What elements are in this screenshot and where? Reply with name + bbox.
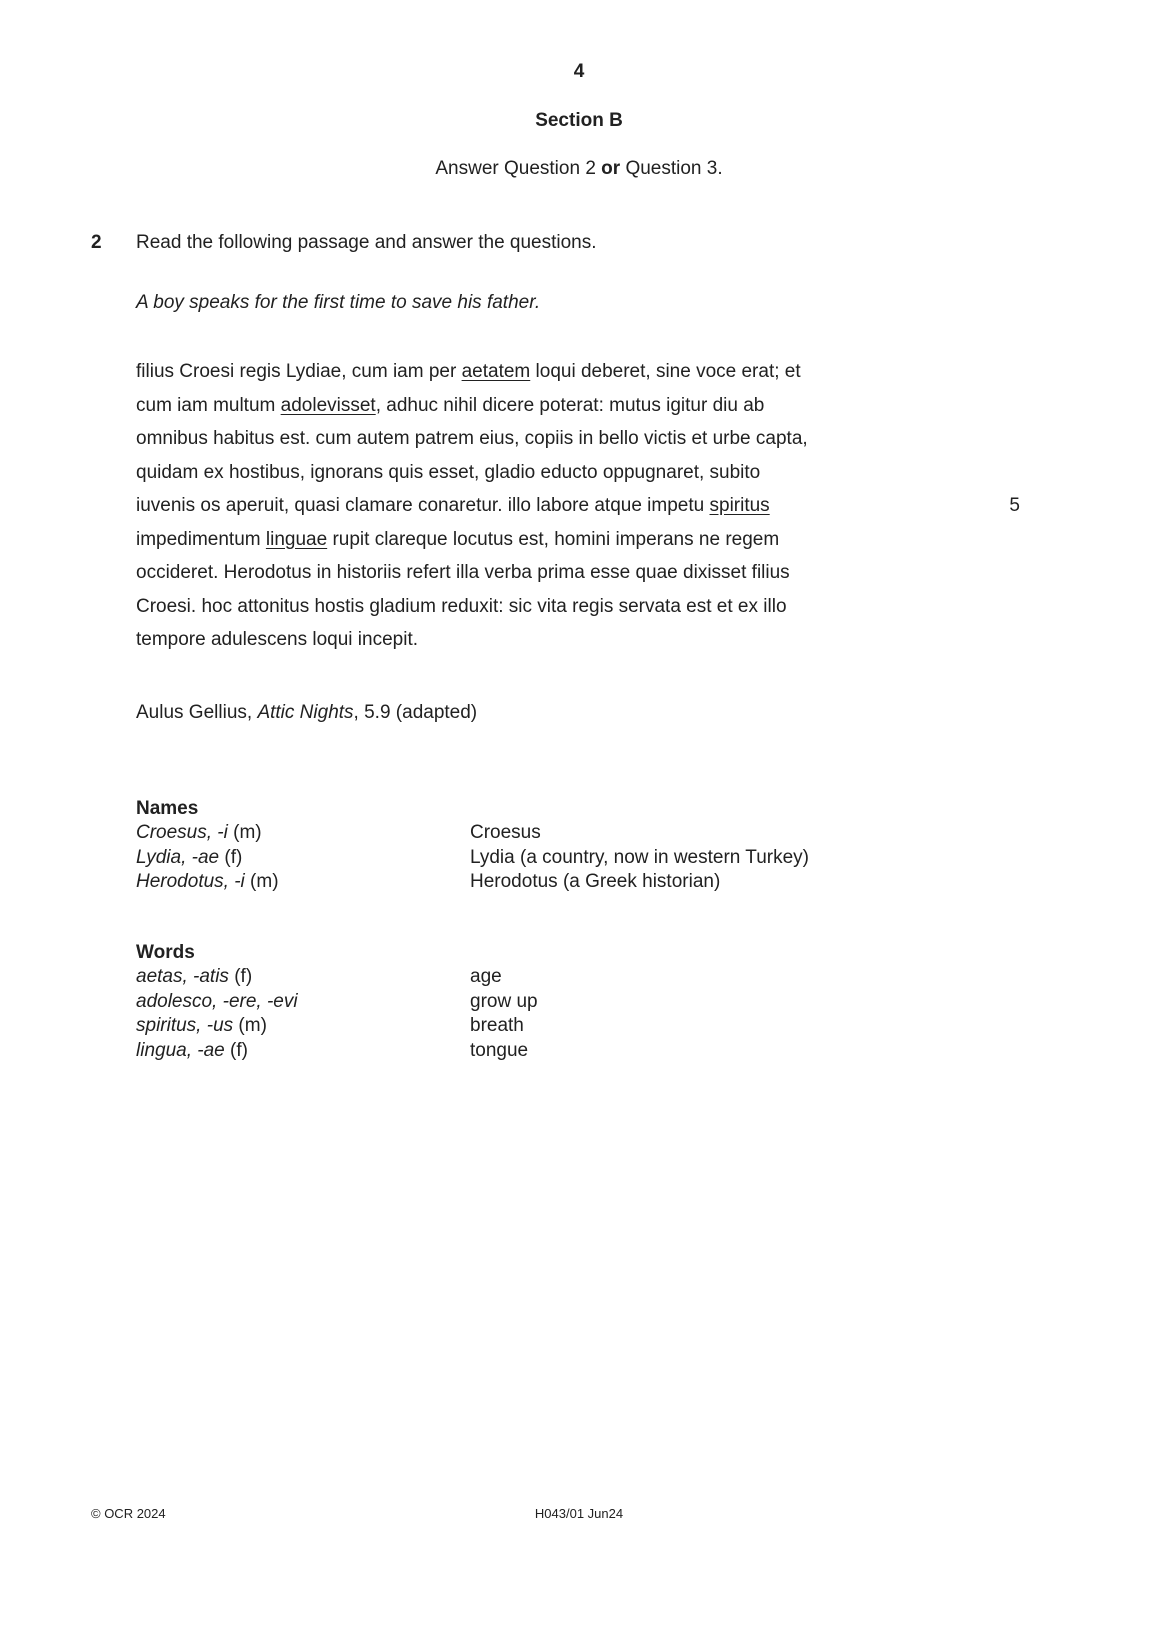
english-meaning: age	[470, 966, 502, 987]
copyright-notice: © OCR 2024	[91, 1506, 166, 1521]
names-heading: Names	[136, 797, 199, 819]
latin-passage	[136, 355, 1158, 657]
passage-line-text: iuvenis os aperuit, quasi clamare conaretur. illo labore atque impetu spiritus	[136, 495, 770, 516]
source-attribution: Aulus Gellius, Attic Nights, 5.9 (adapted)	[136, 701, 478, 723]
document-code: H043/01 Jun24	[534, 1506, 624, 1521]
glossary-row	[136, 1014, 1158, 1039]
line-number	[1000, 355, 1020, 389]
words-glossary	[136, 941, 1158, 1064]
page-footer	[0, 1506, 1158, 1522]
glossary-row	[136, 990, 1158, 1015]
passage-line-text: omnibus habitus est. cum autem patrem eius, copiis in bello victis et urbe capta,	[136, 428, 808, 449]
passage-line-text: impedimentum linguae rupit clareque locutus est, homini imperans ne regem	[136, 528, 780, 550]
latin-term: spiritus, -us (m)	[136, 1015, 267, 1036]
passage-line-text: occideret. Herodotus in historiis refert illa verba prima esse quae dixisset filius	[136, 562, 790, 583]
line-number	[1000, 590, 1020, 624]
english-meaning: Herodotus (a Greek historian)	[470, 871, 721, 892]
latin-term: adolesco, -ere, -evi	[136, 990, 298, 1012]
english-meaning: Lydia (a country, now in western Turkey)	[470, 846, 809, 868]
latin-term: Herodotus, -i (m)	[136, 871, 279, 892]
question-2	[0, 231, 1158, 255]
passage-line	[136, 623, 1020, 657]
passage-line	[136, 422, 1020, 456]
passage-line	[136, 590, 1020, 624]
english-meaning: breath	[470, 1015, 524, 1036]
line-number	[1000, 456, 1020, 490]
line-number: 5	[1009, 495, 1020, 516]
english-meaning: tongue	[470, 1039, 529, 1061]
line-number	[1000, 389, 1020, 423]
passage-line	[136, 389, 1020, 423]
glossary-row	[136, 821, 1158, 846]
passage-line-text: Croesi. hoc attonitus hostis gladium reduxit: sic vita regis servata est et ex illo	[136, 595, 787, 617]
glossary-row	[136, 965, 1158, 990]
line-number	[1000, 556, 1020, 590]
passage-line-text: cum iam multum adolevisset, adhuc nihil dicere poterat: mutus igitur diu ab	[136, 394, 765, 416]
names-glossary	[136, 797, 1158, 895]
latin-term: Lydia, -ae (f)	[136, 846, 243, 868]
passage-introduction: A boy speaks for the first time to save his father.	[136, 292, 541, 313]
latin-term: aetas, -atis (f)	[136, 966, 253, 987]
latin-term: Croesus, -i (m)	[136, 822, 262, 843]
latin-term: lingua, -ae (f)	[136, 1039, 248, 1061]
line-number	[1000, 523, 1020, 557]
words-heading: Words	[136, 941, 195, 963]
line-number	[1000, 422, 1020, 456]
section-title: Section B	[535, 110, 623, 131]
page-number: 4	[573, 61, 585, 82]
question-number: 2	[91, 232, 102, 253]
passage-line	[136, 489, 1020, 523]
glossary-row	[136, 1039, 1158, 1064]
passage-line-text: tempore adulescens loqui incepit.	[136, 629, 419, 650]
glossary-row	[136, 870, 1158, 895]
question-prompt: Read the following passage and answer the questions.	[136, 232, 597, 253]
line-number	[1000, 623, 1020, 657]
passage-line	[136, 456, 1020, 490]
english-meaning: grow up	[470, 990, 538, 1012]
english-meaning: Croesus	[470, 822, 541, 843]
glossary-row	[136, 846, 1158, 871]
passage-line	[136, 355, 1020, 389]
passage-line-text: filius Croesi regis Lydiae, cum iam per aetatem loqui deberet, sine voce erat; et	[136, 361, 801, 382]
answer-instruction: Answer Question 2 or Question 3.	[435, 158, 723, 179]
passage-line	[136, 556, 1020, 590]
passage-line-text: quidam ex hostibus, ignorans quis esset, gladio educto oppugnaret, subito	[136, 461, 761, 483]
passage-line	[136, 523, 1020, 557]
